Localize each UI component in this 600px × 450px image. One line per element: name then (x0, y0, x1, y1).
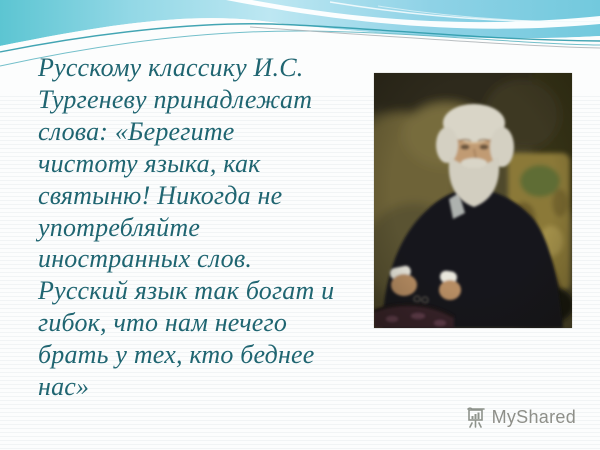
myshared-logo-text: MyShared (491, 406, 576, 427)
quote-line: Русский язык так богат и (38, 276, 335, 306)
presentation-flipchart-icon (465, 406, 487, 428)
quote-line: брать у тех, кто беднее (38, 340, 315, 370)
myshared-watermark (465, 404, 576, 430)
quote-line: святыню! Никогда не (38, 180, 283, 210)
quote-line: чистоту языка, как (38, 148, 261, 178)
quote-line: слова: «Берегите (38, 116, 235, 146)
quote-line: гибок, что нам нечего (38, 308, 288, 338)
quote-line: иностранных слов. (38, 244, 253, 274)
quote-text-block (38, 52, 368, 403)
turgenev-portrait-art (374, 73, 572, 328)
quote-line: Тургеневу принадлежат (38, 84, 313, 114)
quote-line: Русскому классику И.С. (38, 53, 304, 82)
quote-line: нас» (38, 372, 90, 402)
turgenev-portrait-painting (374, 73, 572, 328)
quote-line: употребляйте (38, 212, 201, 242)
